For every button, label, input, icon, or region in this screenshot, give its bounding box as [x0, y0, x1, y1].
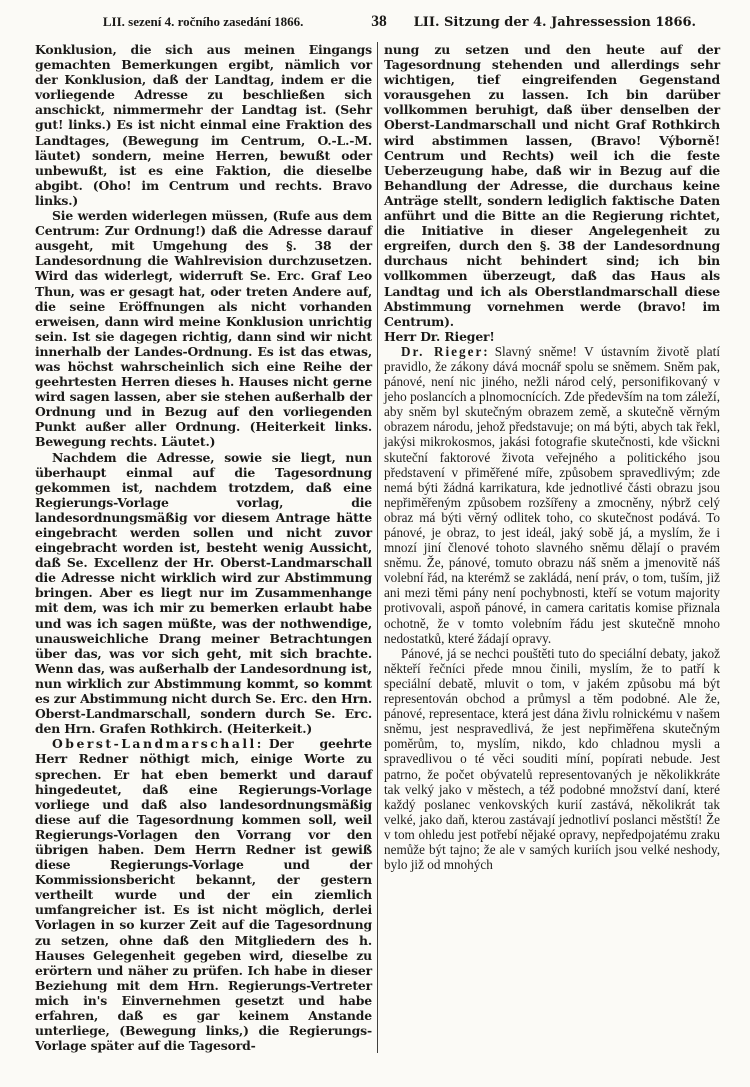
paragraph-continuation: Konklusion, die sich aus meinen Eingangs gemachten Bemerkungen ergibt, nämlich vor der Konklusion, daß der Landtag, indem er die vorliegende Adresse zu beschließen sich anschickt, nimmermehr der Landtag ist. (Sehr gut! links.) Es ist nicht einmal eine Fraktion des Landtages, (Bewegung im Centrum, O.-L.-M. läutet) sondern, meine Herren, bewußt oder unbewußt, ist es eine Faktion, die dieselbe abgibt. (Oho! im Centrum und rechts. Bravo links.) [35, 42, 372, 208]
paragraph: Sie werden widerlegen müssen, (Rufe aus dem Centrum: Zur Ordnung!) daß die Adresse darauf ausgeht, mit Umgehung des §. 38 der Landesordnung die Wahlrevision durchzusetzen. Wird das widerlegt, widerruft Se. Erc. Graf Leo Thun, was er gesagt hat, oder treten Andere auf, die seine Eröffnungen als nicht vorhanden erweisen, dann wird meine Konklusion unrichtig sein. Ist sie dagegen richtig, dann sind wir nicht innerhalb der Landes-Ordnung. Es ist das etwas, was höchst wahrscheinlich sich eine Reihe der geehrtesten Herren dieses h. Hauses nicht gerne wird sagen lassen, aber sie stehen außerhalb der Ordnung und in Bezug auf den vorliegenden Punkt außer aller Ordnung. (Heiterkeit links. Bewegung rechts. Läutet.) [35, 208, 372, 450]
speaker-name: Oberst-Landmarschall: [52, 736, 264, 752]
header-title-german: LII. Sitzung der 4. Jahressession 1866. [413, 15, 697, 30]
speech-text: Der geehrte Herr Redner nöthigt mich, einige Worte zu sprechen. Er hat eben bemerkt und darauf hingedeutet, daß eine Regierungs-Vorlage vorliege und daß also landesordnungsmäßig diese auf die Tagesordnung kommen soll, weil Regierungs-Vorlagen den Vorrang vor den übrigen haben. Dem Herrn Redner ist gewiß diese Regierungs-Vorlage und der Kommissionsbericht bekannt, der gestern vertheilt wurde und der ein ziemlich umfangreicher ist. Es ist nicht möglich, derlei Vorlagen in so kurzer Zeit auf die Tagesordnung zu setzen, ohne daß den Mitgliedern des h. Hauses Gelegenheit gegeben wird, dieselbe zu erörtern und näher zu prüfen. Ich habe in dieser Beziehung mit dem Hrn. Regierungs-Vertreter mich in's Einvernehmen gesetzt und habe erfahren, daß es gar keinem Anstande unterliege, (Bewegung links,) die Regierungs-Vorlage später auf die Tagesord- [35, 736, 372, 1054]
speaker-call-line: Herr Dr. Rieger! [384, 328, 495, 344]
right-column [378, 42, 720, 1053]
paragraph-speech [384, 344, 720, 646]
text-block [35, 42, 723, 1053]
paragraph-speech [35, 736, 372, 1053]
paragraph-continuation: nung zu setzen und den heute auf der Tagesordnung stehenden und allerdings sehr wichtigen, tief eingreifenden Gegenstand vorausgehen zu lassen. Ich bin darüber vollkommen beruhigt, daß über denselben der Oberst-Landmarschall und nicht Graf Rothkirch wird abstimmen lassen, (Bravo! Výborně! Centrum und Rechts) weil ich die feste Ueberzeugung habe, daß wir in Bezug auf die Behandlung der Adresse, die durchaus keine Anträge stellt, sondern lediglich faktische Daten anführt und die Bitte an die Regierung richtet, die Initiative in dieser Angelegenheit zu ergreifen, durch den §. 38 der Landesordnung durchaus nicht behindert sind; ich bin vollkommen überzeugt, daß das Haus als Landtag und ich als Oberstlandmarschall diese Abstimmung vornehmen werde (bravo! im Centrum). [384, 42, 720, 329]
page-number: 38 [371, 13, 387, 30]
page-header [35, 13, 723, 31]
speech-text: Slavný sněme! V ústavním životě platí pravidlo, že zákony dává mocnář spolu se sněmem. Sněm pak, pánové, není nic jiného, nežli národ celý, personifikovaný v jeho poslancích a plnomocnících. Zde především na tom záleží, aby sněm byl skutečným obrazem země, a skutečně věrným obrazem národu, jehož představuje; on má býti, abych tak řekl, jakýsi mikrokosmos, jakási fotografie skutečnosti, kde všickni skuteční faktorové života veřejného a politického jsou představení v přiměřené míře, způsobem spravedlivým; zde nemá býti žádná karrikatura, kde jednotlivé části obrazu jsou nepřiměřeným způsobem rozšířeny a zmocněny, nýbrž celý obraz má býti věrný odlitek toho, co skutečnost podává. To pánové, je obraz, to jest ideál, jaký sobě já, a myslím, že i mnozí jiní členové tohoto slavného sněmu dělají o pravém sněmu. Že, pánové, tomuto obrazu náš sněm a jmenovitě náš volební řád, na kterémž se zakládá, není práv, o tom, tuším, již ani mezi těmi pány není pochybnosti, kteří se votum majority protivovali, aspoň pánové, in camera caritatis komise přiznala ochotně, že v tomto volebním řádu jest skutečně mnoho nedostatků, které žádají opravy. [384, 343, 720, 646]
paragraph: Pánové, já se nechci pouštěti tuto do speciální debaty, jakož někteří řečníci přede mnou činili, myslím, že to patří k speciální debatě, mluvit o tom, v jakém způsobu má být representován obchod a průmysl a těm podobné. Ale že, pánové, representace, která jest dána živlu rolnickému v našem sněmu, jest nespravedlivá, že jest nepřiměřena skutečným poměrům, to, myslím, nikdo, kdo chladnou mysli a spravedlivou o té věci souditi míní, popírati nebude. Jest patrno, že počet obývatelů representovaných je několikkráte tak velký jako v městech, a též podobné množství daní, které každý poslanec venkovských kurií zastává, několikrát tak velké, jako daň, kterou zastávají jednotliví poslanci městští! Že v tom ohledu jest potřebí nějaké opravy, nepředpojatému zraku nemůže být tajno; že ale v samých kuriích jsou velké neshody, bylo již od mnohých [384, 645, 720, 873]
header-title-czech: LII. sezení 4. ročního zasedání 1866. [102, 14, 304, 29]
left-column [35, 42, 377, 1053]
paragraph: Nachdem die Adresse, sowie sie liegt, nun überhaupt einmal auf die Tagesordnung gekommen ist, nachdem trotzdem, daß eine Regierungs-Vorlage vorlag, die landesordnungsmäßig vor diesem Antrage hätte eingebracht werden sollen und nicht zuvor eingebracht worden ist, besteht wenig Aussicht, daß Se. Excellenz der Hr. Oberst-Landmarschall die Adresse nicht wirklich wird zur Abstimmung bringen. Aber es liegt nur im Zusammenhange mit dem, was ich mir zu bemerken erlaubt habe und was ich sagen müßte, was der nothwendige, unausweichliche Drang meiner Betrachtungen über das, was vor sich geht, mit sich brachte. Wenn das, was außerhalb der Landesordnung ist, nun wirklich zur Abstimmung kommt, so kommt es zur Abstimmung nicht durch Se. Erc. den Hrn. Oberst-Landmarschall, sondern durch Se. Erc. den Hrn. Grafen Rothkirch. (Heiterkeit.) [35, 449, 372, 737]
speaker-name: Dr. Rieger: [401, 343, 490, 359]
